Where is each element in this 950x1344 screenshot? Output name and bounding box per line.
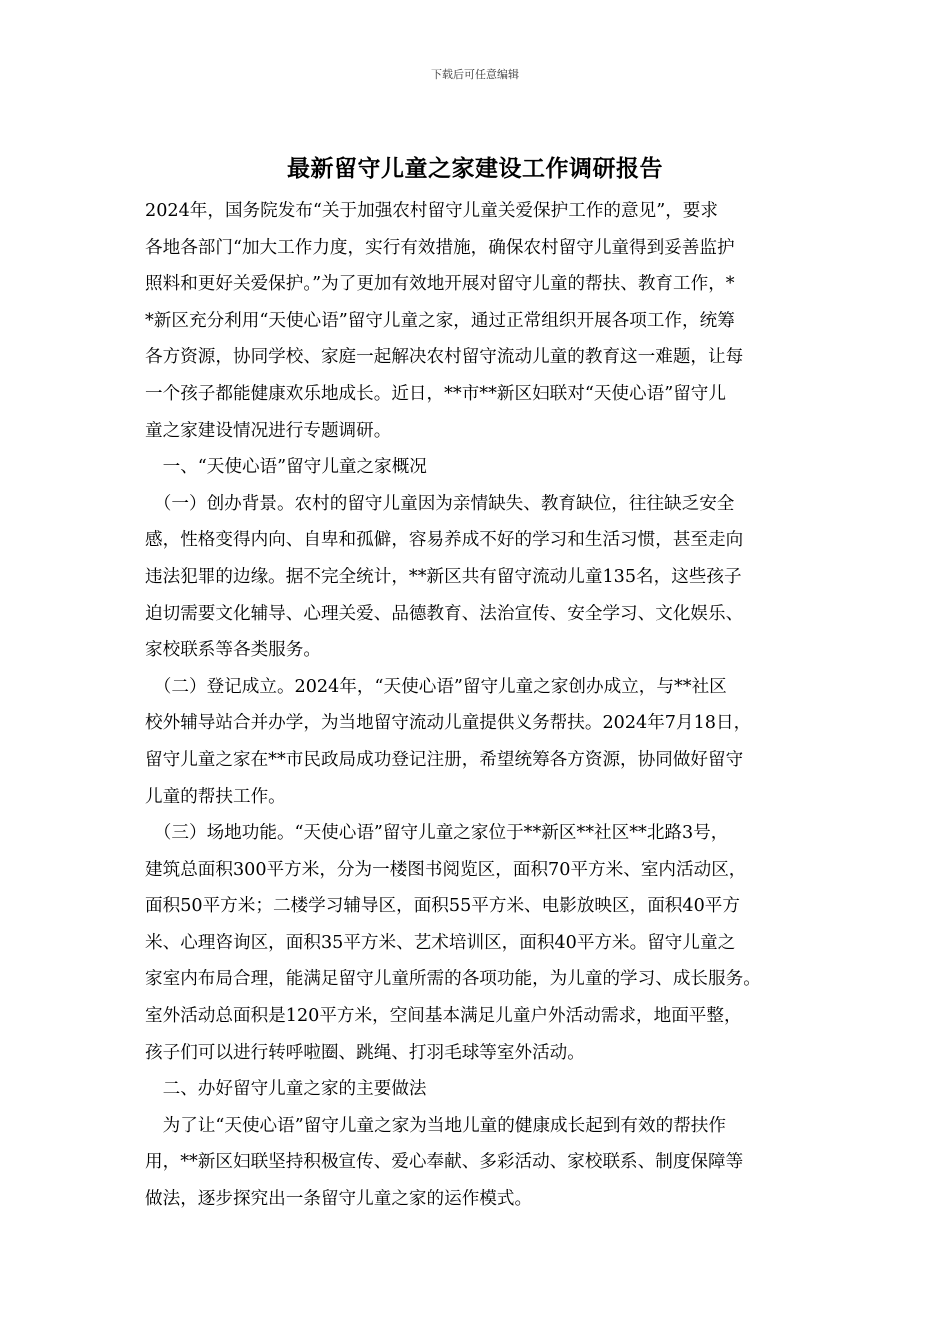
text-line: 留守儿童之家在**市民政局成功登记注册，希望统筹各方资源，协同做好留守 bbox=[145, 749, 744, 770]
paragraph bbox=[145, 1071, 805, 1108]
page-title: 最新留守儿童之家建设工作调研报告 bbox=[287, 155, 663, 182]
text-line: （一）创办背景。农村的留守儿童因为亲情缺失、教育缺位，往往缺乏安全 bbox=[145, 493, 735, 514]
paragraph bbox=[145, 815, 805, 1071]
page-header: 下载后可任意编辑 bbox=[431, 68, 519, 81]
text-line: 面积50平方米；二楼学习辅导区，面积55平方米、电影放映区，面积40平方 bbox=[145, 896, 740, 917]
text-line: （二）登记成立。2024年，“天使心语”留守儿童之家创办成立，与**社区 bbox=[145, 676, 727, 697]
text-line: 米、心理咨询区，面积35平方米、艺术培训区，面积40平方米。留守儿童之 bbox=[145, 932, 736, 953]
text-line: 一个孩子都能健康欢乐地成长。近日，**市**新区妇联对“天使心语”留守儿 bbox=[145, 383, 726, 404]
paragraph bbox=[145, 486, 805, 669]
paragraph bbox=[145, 1108, 805, 1218]
text-line: 2024年，国务院发布“关于加强农村留守儿童关爱保护工作的意见”，要求 bbox=[145, 201, 718, 221]
document-body bbox=[145, 193, 805, 1218]
text-line: 二、办好留守儿童之家的主要做法 bbox=[145, 1079, 427, 1100]
text-line: 各方资源，协同学校、家庭一起解决农村留守流动儿童的教育这一难题，让每 bbox=[145, 347, 744, 368]
text-line: 家室内布局合理，能满足留守儿童所需的各项功能，为儿童的学习、成长服务。 bbox=[145, 969, 761, 990]
text-line: 为了让“天使心语”留守儿童之家为当地儿童的健康成长起到有效的帮扶作 bbox=[145, 1115, 726, 1136]
paragraph bbox=[145, 449, 805, 486]
text-line: 用，**新区妇联坚持积极宣传、爱心奉献、多彩活动、家校联系、制度保障等 bbox=[145, 1152, 744, 1173]
text-line: 一、“天使心语”留守儿童之家概况 bbox=[145, 457, 427, 478]
text-line: 迫切需要文化辅导、心理关爱、品德教育、法治宣传、安全学习、文化娱乐、 bbox=[145, 603, 744, 624]
paragraph bbox=[145, 193, 805, 449]
text-line: 建筑总面积300平方米，分为一楼图书阅览区，面积70平方米、室内活动区， bbox=[145, 859, 747, 880]
text-line: 孩子们可以进行转呼啦圈、跳绳、打羽毛球等室外活动。 bbox=[145, 1042, 585, 1063]
text-line: 童之家建设情况进行专题调研。 bbox=[145, 420, 392, 441]
text-line: 儿童的帮扶工作。 bbox=[145, 786, 286, 807]
paragraph bbox=[145, 669, 805, 815]
text-line: 家校联系等各类服务。 bbox=[145, 640, 321, 661]
text-line: 违法犯罪的边缘。据不完全统计，**新区共有留守流动儿童135名，这些孩子 bbox=[145, 566, 742, 587]
text-line: 照料和更好关爱保护。”为了更加有效地开展对留守儿童的帮扶、教育工作，* bbox=[145, 274, 735, 295]
text-line: 做法，逐步探究出一条留守儿童之家的运作模式。 bbox=[145, 1189, 533, 1210]
text-line: 各地各部门“加大工作力度，实行有效措施，确保农村留守儿童得到妥善监护 bbox=[145, 237, 735, 258]
text-line: *新区充分利用“天使心语”留守儿童之家，通过正常组织开展各项工作，统筹 bbox=[145, 310, 735, 331]
text-line: 校外辅导站合并办学，为当地留守流动儿童提供义务帮扶。2024年7月18日， bbox=[145, 713, 752, 734]
text-line: （三）场地功能。“天使心语”留守儿童之家位于**新区**社区**北路3号， bbox=[145, 823, 729, 844]
text-line: 室外活动总面积是120平方米，空间基本满足儿童户外活动需求，地面平整， bbox=[145, 1006, 742, 1027]
text-line: 感，性格变得内向、自卑和孤僻，容易养成不好的学习和生活习惯，甚至走向 bbox=[145, 530, 744, 551]
